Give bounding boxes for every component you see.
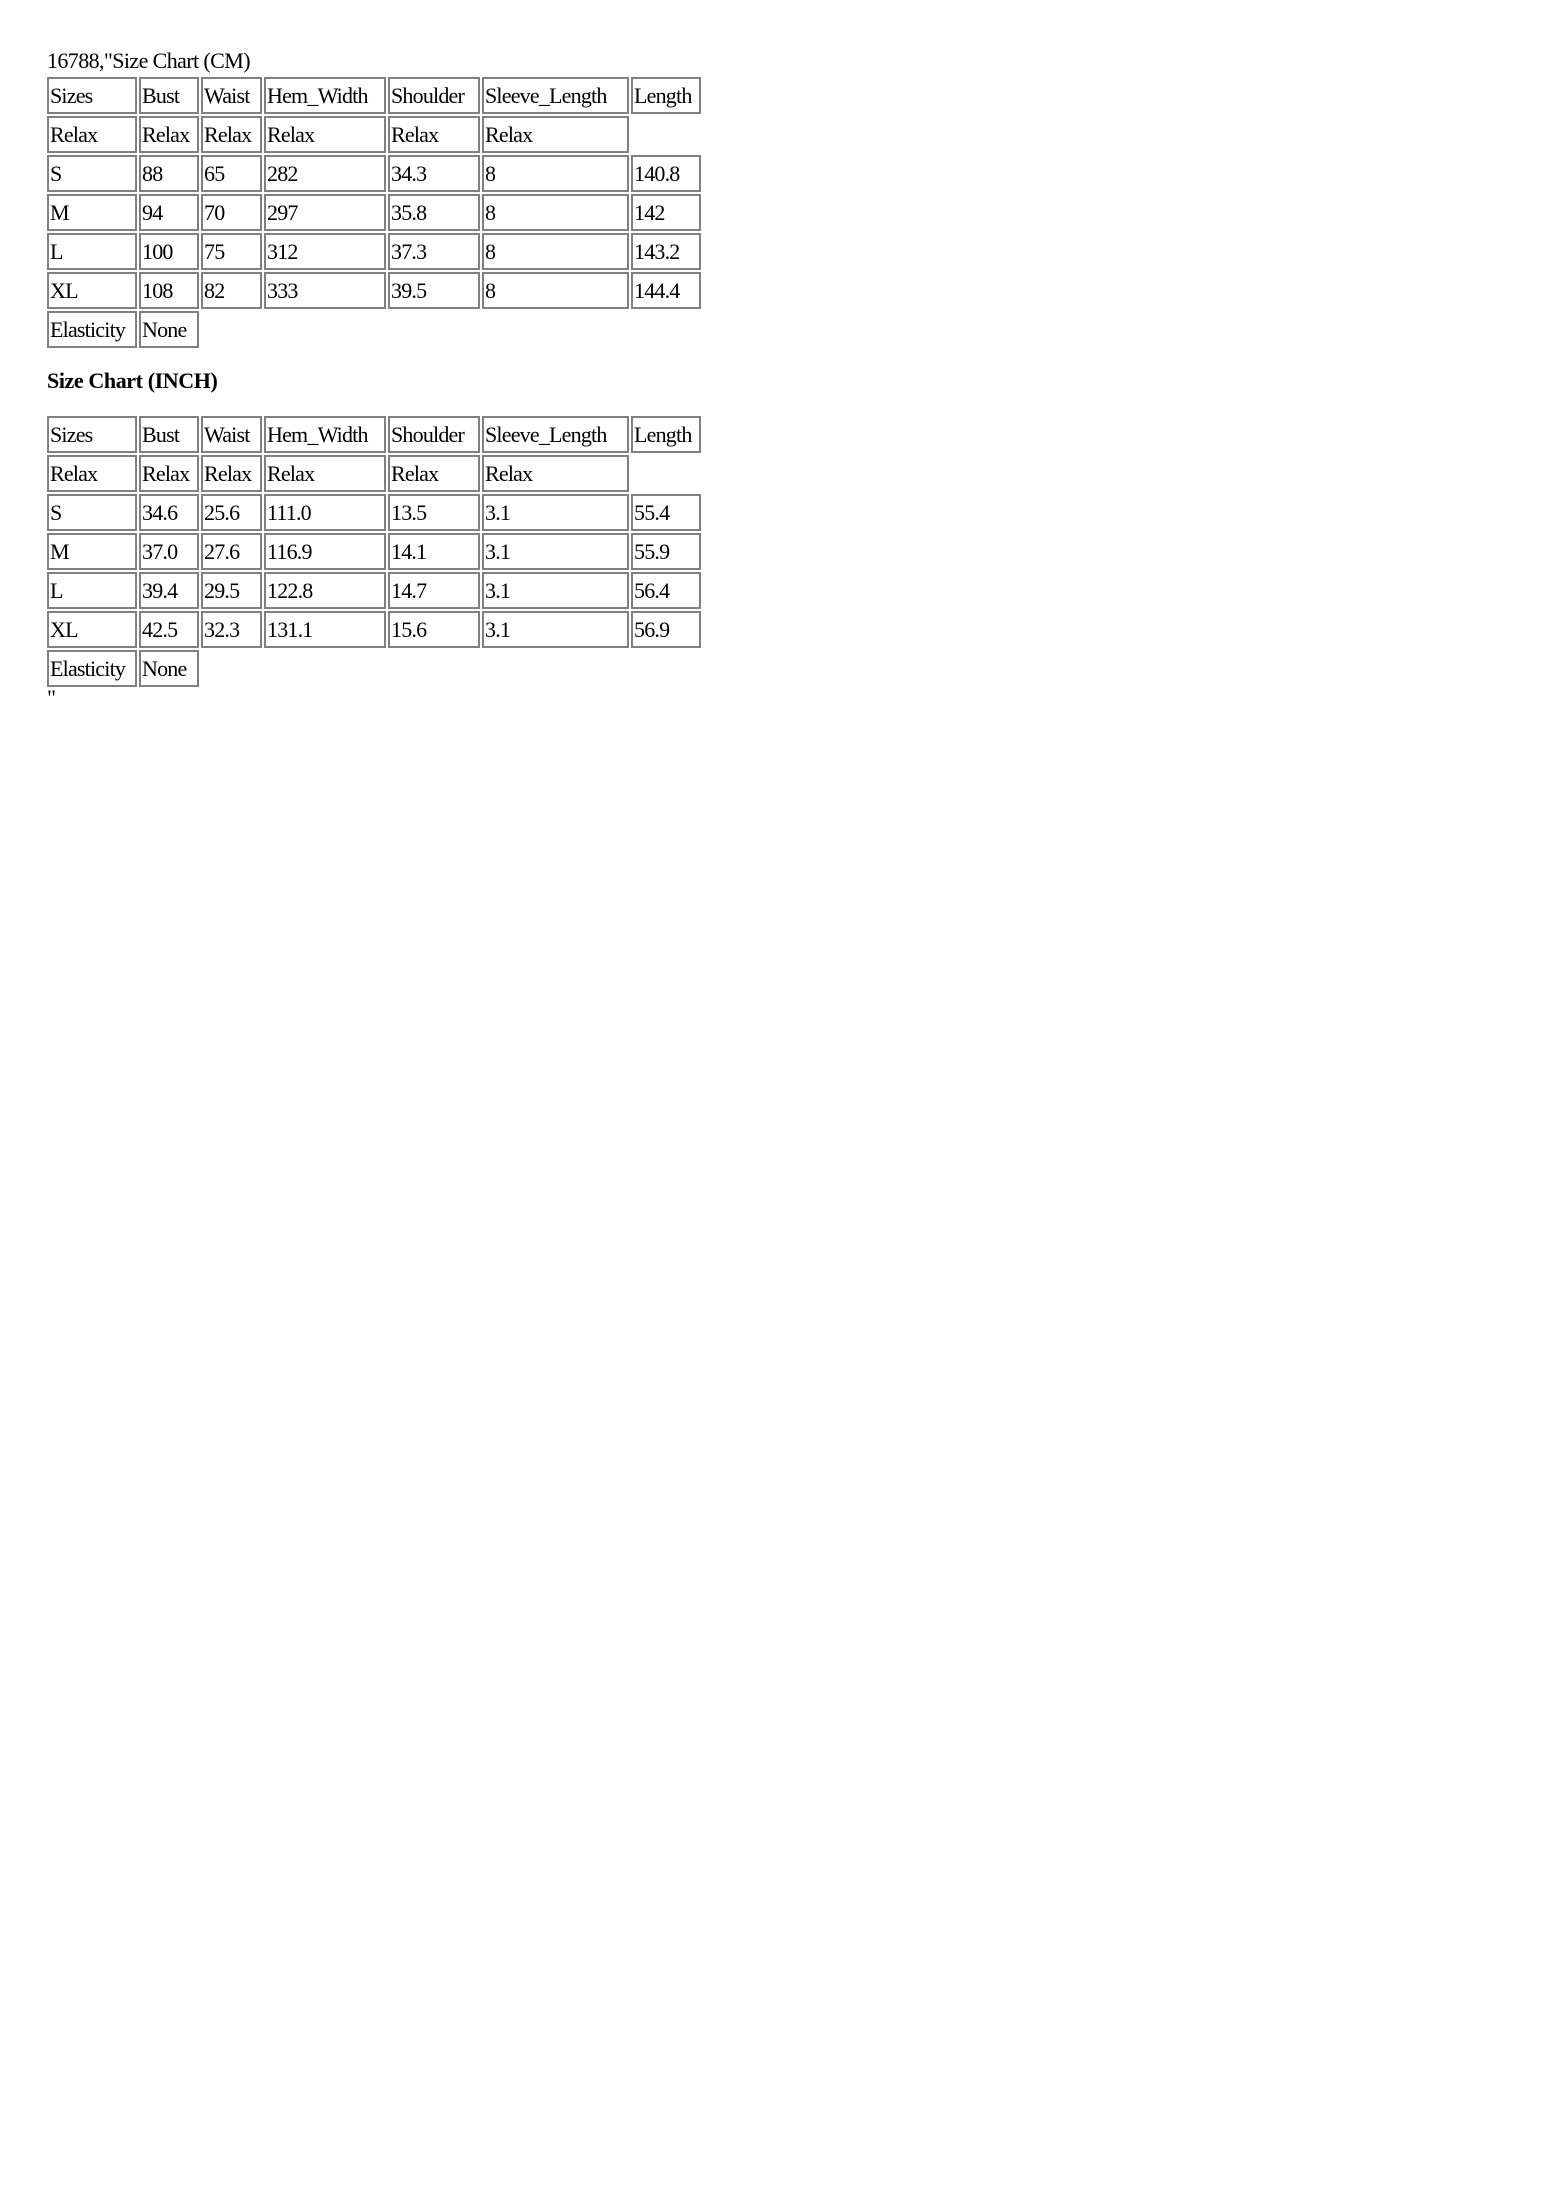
table-cell: 8 <box>482 194 629 231</box>
header-cell: Sleeve_Length <box>482 77 629 114</box>
cm-size-table <box>45 75 703 350</box>
table-cell: 3.1 <box>482 533 629 570</box>
fit-cell: Relax <box>201 116 262 153</box>
header-cell: Hem_Width <box>264 416 386 453</box>
header-cell: Sleeve_Length <box>482 416 629 453</box>
inch-chart-title: Size Chart (INCH) <box>47 368 218 393</box>
elasticity-label: Elasticity <box>47 311 137 348</box>
elasticity-label: Elasticity <box>47 650 137 687</box>
header-cell: Shoulder <box>388 77 480 114</box>
table-cell: 131.1 <box>264 611 386 648</box>
fit-cell: Relax <box>388 455 480 492</box>
table-cell: 29.5 <box>201 572 262 609</box>
header-cell: Sizes <box>47 77 137 114</box>
table-cell: 56.9 <box>631 611 701 648</box>
table-cell: 144.4 <box>631 272 701 309</box>
empty-cell <box>631 455 701 492</box>
size-cell: S <box>47 494 137 531</box>
fit-cell: Relax <box>139 455 199 492</box>
table-cell: 8 <box>482 233 629 270</box>
table-header-row <box>47 77 701 114</box>
elasticity-value: None <box>139 311 199 348</box>
table-cell: 111.0 <box>264 494 386 531</box>
table-header-row <box>47 416 701 453</box>
table-cell: 27.6 <box>201 533 262 570</box>
table-cell: 140.8 <box>631 155 701 192</box>
table-cell: 3.1 <box>482 572 629 609</box>
table-row <box>47 572 701 609</box>
table-cell: 35.8 <box>388 194 480 231</box>
table-cell: 65 <box>201 155 262 192</box>
fit-cell: Relax <box>482 455 629 492</box>
fit-cell: Relax <box>47 116 137 153</box>
fit-cell: Relax <box>388 116 480 153</box>
table-row <box>47 494 701 531</box>
empty-cell <box>631 116 701 153</box>
header-cell: Hem_Width <box>264 77 386 114</box>
table-cell: 297 <box>264 194 386 231</box>
table-row <box>47 233 701 270</box>
table-row <box>47 194 701 231</box>
table-cell: 3.1 <box>482 494 629 531</box>
table-cell: 42.5 <box>139 611 199 648</box>
table-cell: 37.3 <box>388 233 480 270</box>
header-cell: Sizes <box>47 416 137 453</box>
table-cell: 8 <box>482 272 629 309</box>
table-cell: 75 <box>201 233 262 270</box>
table-row <box>47 533 701 570</box>
table-cell: 3.1 <box>482 611 629 648</box>
table-cell: 143.2 <box>631 233 701 270</box>
table-cell: 39.4 <box>139 572 199 609</box>
fit-cell: Relax <box>482 116 629 153</box>
table-cell: 55.9 <box>631 533 701 570</box>
table-row <box>47 611 701 648</box>
table-cell: 312 <box>264 233 386 270</box>
table-row <box>47 272 701 309</box>
table-cell: 82 <box>201 272 262 309</box>
header-cell: Shoulder <box>388 416 480 453</box>
table-cell: 108 <box>139 272 199 309</box>
table-cell: 88 <box>139 155 199 192</box>
size-cell: M <box>47 533 137 570</box>
size-cell: M <box>47 194 137 231</box>
table-cell: 116.9 <box>264 533 386 570</box>
table-cell: 70 <box>201 194 262 231</box>
table-cell: 282 <box>264 155 386 192</box>
table-cell: 34.3 <box>388 155 480 192</box>
fit-cell: Relax <box>264 455 386 492</box>
size-cell: L <box>47 233 137 270</box>
fit-cell: Relax <box>47 455 137 492</box>
table-cell: 142 <box>631 194 701 231</box>
table-cell: 55.4 <box>631 494 701 531</box>
inch-size-table <box>45 414 703 689</box>
header-cell: Length <box>631 77 701 114</box>
table-cell: 34.6 <box>139 494 199 531</box>
table-cell: 56.4 <box>631 572 701 609</box>
table-cell: 32.3 <box>201 611 262 648</box>
cm-chart-heading: 16788,"Size Chart (CM) <box>47 48 250 73</box>
header-cell: Waist <box>201 416 262 453</box>
table-cell: 8 <box>482 155 629 192</box>
header-cell: Waist <box>201 77 262 114</box>
table-row <box>47 155 701 192</box>
table-cell: 13.5 <box>388 494 480 531</box>
size-cell: L <box>47 572 137 609</box>
table-cell: 122.8 <box>264 572 386 609</box>
table-cell: 100 <box>139 233 199 270</box>
fit-row <box>47 116 701 153</box>
table-cell: 14.1 <box>388 533 480 570</box>
elasticity-value: None <box>139 650 199 687</box>
table-cell: 39.5 <box>388 272 480 309</box>
elasticity-row <box>47 311 701 348</box>
fit-row <box>47 455 701 492</box>
header-cell: Bust <box>139 77 199 114</box>
size-cell: S <box>47 155 137 192</box>
header-cell: Bust <box>139 416 199 453</box>
table-cell: 15.6 <box>388 611 480 648</box>
fit-cell: Relax <box>264 116 386 153</box>
table-cell: 37.0 <box>139 533 199 570</box>
table-cell: 333 <box>264 272 386 309</box>
fit-cell: Relax <box>139 116 199 153</box>
size-cell: XL <box>47 272 137 309</box>
table-cell: 94 <box>139 194 199 231</box>
elasticity-row <box>47 650 701 687</box>
document-page <box>47 48 747 710</box>
size-cell: XL <box>47 611 137 648</box>
table-cell: 14.7 <box>388 572 480 609</box>
closing-quote: " <box>47 685 56 710</box>
fit-cell: Relax <box>201 455 262 492</box>
table-cell: 25.6 <box>201 494 262 531</box>
header-cell: Length <box>631 416 701 453</box>
